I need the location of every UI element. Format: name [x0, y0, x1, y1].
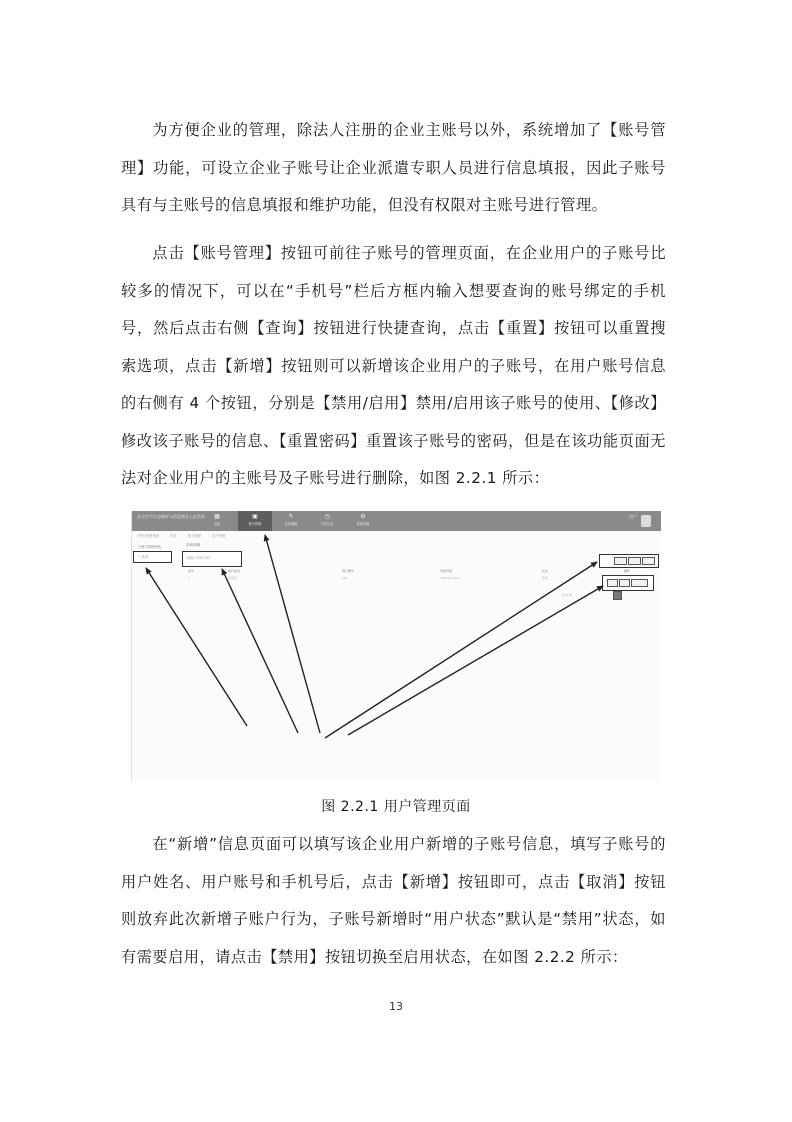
screenshot-nav-account	[238, 511, 272, 531]
screenshot-app-title: 安全生产应急指挥与信息统计上报系统	[137, 514, 205, 519]
table-header-cell: 手机号码	[440, 569, 453, 573]
screenshot-add-button-highlight	[133, 551, 172, 563]
screenshot-phone-input-highlight	[182, 551, 242, 567]
table-cell: 1	[188, 576, 190, 580]
figure-caption: 图 2.2.1 用户管理页面	[321, 799, 471, 815]
screenshot-top-bar	[132, 511, 661, 531]
breadcrumb-item: 首页	[170, 534, 177, 538]
breadcrumb-item: 子账号管理列表	[136, 534, 160, 538]
screenshot-search-buttons-highlight	[599, 554, 659, 568]
search-button-mini	[614, 557, 627, 565]
home-icon: ▦	[214, 513, 220, 520]
screenshot-sub-tab: 子账号管理列表	[138, 545, 162, 549]
table-cell: abc	[342, 576, 348, 580]
page-number: 13	[389, 1000, 403, 1013]
table-header-cell: 序号	[188, 569, 195, 573]
account-icon: ▣	[252, 513, 258, 520]
screenshot-row-actions-highlight	[602, 575, 654, 591]
table-cell: 138xxxxxxxx	[440, 576, 460, 580]
screenshot-nav-home	[200, 511, 234, 531]
pager-current-page	[613, 591, 622, 600]
table-header-cell: 用户账号	[342, 569, 355, 573]
paragraph-text: 在“新增”信息页面可以填写该企业用户新增的子账号信息，填写子账号的用户姓名、用户账号和手机号后，点击【新增】按钮即可，点击【取消】按钮则放弃此次新增子账户行为，子账号新增时“用户状态”默认是“禁用”状态，如有需要启用，请点击【禁用】按钮切换至启用状态，在如图 2.2.2 所示：	[121, 835, 666, 966]
screenshot-add-label: + 新增	[138, 555, 149, 559]
reset-button-mini	[628, 557, 641, 565]
breadcrumb-item: 用户管理	[212, 534, 226, 538]
paragraph-account-management	[121, 235, 666, 498]
nav-label: 历史记录	[320, 522, 334, 526]
table-cell: 禁用	[542, 576, 549, 580]
table-header-cell: 用户姓名	[228, 569, 241, 573]
table-header-cell: 状态	[542, 569, 549, 573]
paragraph-add-subaccount	[121, 826, 666, 976]
screenshot-user-name: 用户	[629, 514, 637, 519]
paragraph-text: 为方便企业的管理，除法人注册的企业主账号以外，系统增加了【账号管理】功能，可设立企业子账号让企业派遣专职人员进行信息填报，因此子账号具有与主账号的信息填报和维护功能，但没有权限对主账号进行管理。	[121, 121, 666, 214]
nav-label: 系统设置	[356, 522, 370, 526]
edit-button-mini	[619, 579, 630, 587]
nav-label: 账号管理	[248, 522, 262, 526]
add-button-mini	[642, 557, 655, 565]
screenshot-phone-placeholder: 请输入手机号码	[187, 556, 211, 560]
gear-icon: ⚙	[360, 513, 366, 520]
edit-icon: ✎	[288, 513, 294, 520]
screenshot-phone-label: 手机号码	[186, 543, 200, 547]
screenshot-nav-history	[310, 511, 344, 531]
screenshot-nav-report	[274, 511, 308, 531]
paragraph-text: 点击【账号管理】按钮可前往子账号的管理页面，在企业用户的子账号比较多的情况下，可以在“手机号”栏后方框内输入想要查询的账号绑定的手机号，然后点击右侧【查询】按钮进行快捷查询，点击【重置】按钮可以重置搜索选项，点击【新增】按钮则可以新增该企业用户的子账号，在用户账号信息的右侧有 4 个按钮，分别是【禁用/启用】禁用/启用该子账号的使用、【修改】修改该子账号的信息、【重置密码】重置该子账号的密码，但是在该功能页面无法对企业用户的主账号及子账号进行删除，如图 2.2.1 所示：	[121, 244, 666, 487]
reset-password-button-mini	[631, 579, 648, 587]
figure-user-management-screenshot	[131, 511, 661, 781]
nav-label: 信息填报	[284, 522, 298, 526]
screenshot-nav-settings	[346, 511, 380, 531]
clock-icon: ◷	[324, 513, 330, 520]
breadcrumb-item: 账号管理	[187, 534, 201, 538]
breadcrumb	[136, 533, 235, 538]
table-header-cell: 操作	[624, 569, 631, 573]
disable-button-mini	[607, 579, 618, 587]
avatar	[641, 515, 651, 527]
table-cell: 某某某	[228, 576, 238, 580]
screenshot-pager: 共 1 条	[562, 593, 572, 597]
paragraph-account-intro	[121, 112, 666, 225]
nav-label: 首页	[213, 522, 221, 526]
